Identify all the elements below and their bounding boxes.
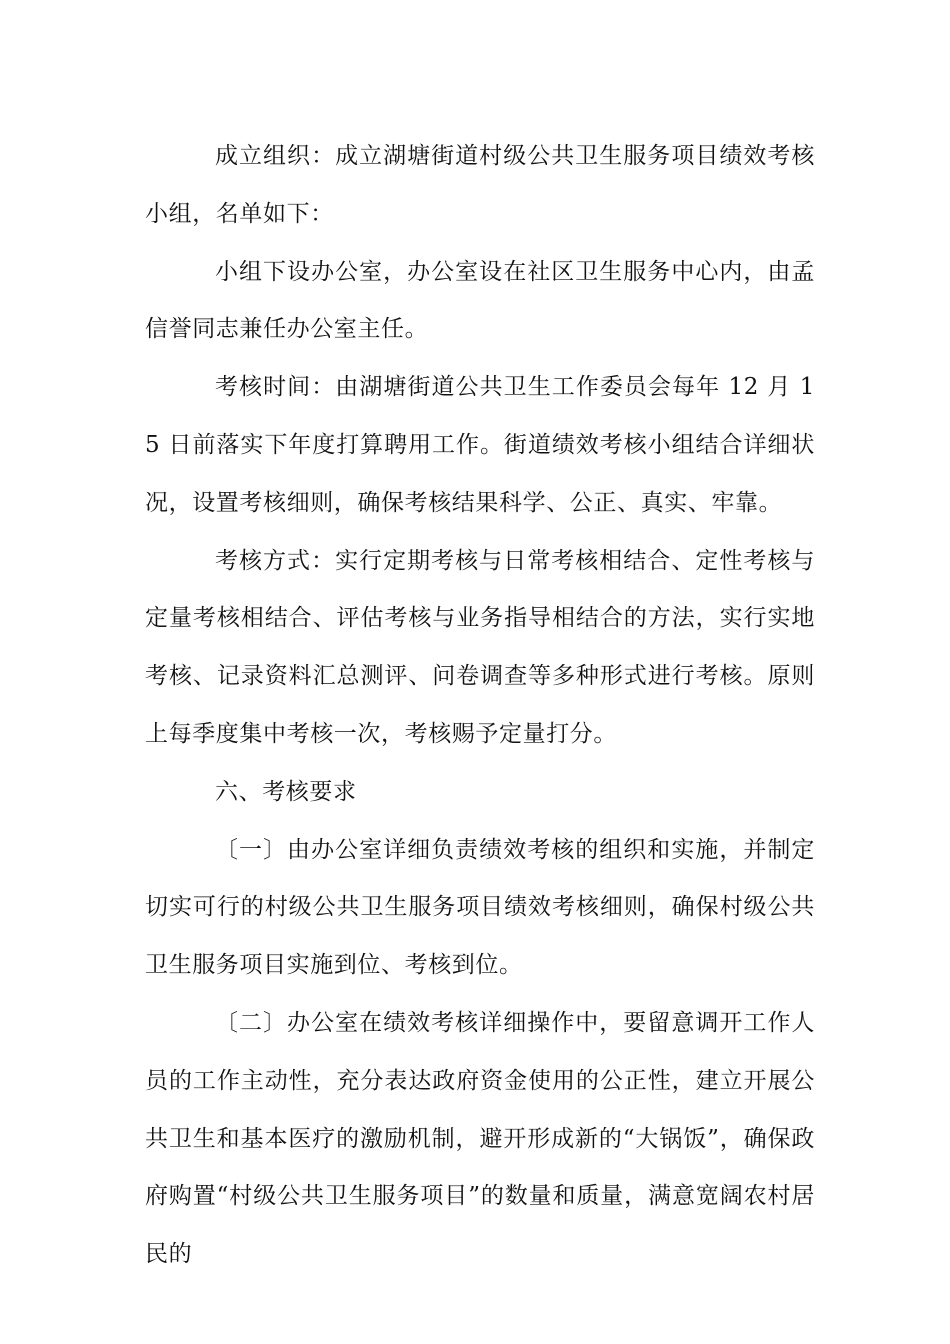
section-heading-requirements: 六、考核要求 [215,778,357,805]
document-body [145,128,815,1284]
paragraph-assessment-time: 考核时间：由湖塘街道公共卫生工作委员会每年 12 月 15 日前落实下年度打算聘用工作。街道绩效考核小组结合详细状况，设置考核细则，确保考核结果科学、公正、真实、牢靠。 [145,374,815,516]
paragraph-assessment-method: 考核方式：实行定期考核与日常考核相结合、定性考核与定量考核相结合、评估考核与业务指导相结合的方法，实行实地考核、记录资料汇总测评、问卷调查等多种形式进行考核。原则上每季度集中考核一次，考核赐予定量打分。 [145,547,815,747]
paragraph-office: 小组下设办公室，办公室设在社区卫生服务中心内，由孟信誉同志兼任办公室主任。 [145,258,815,343]
paragraph-requirement-2: 〔二〕办公室在绩效考核详细操作中，要留意调开工作人员的工作主动性，充分表达政府资金使用的公正性，建立开展公共卫生和基本医疗的激励机制，避开形成新的“大锅饭”，确保政府购置“村级公共卫生服务项目”的数量和质量，满意宽阔农村居民的 [145,1009,815,1268]
paragraph-organization: 成立组织：成立湖塘街道村级公共卫生服务项目绩效考核小组，名单如下： [145,143,815,227]
paragraph-requirement-1: 〔一〕由办公室详细负责绩效考核的组织和实施，并制定切实可行的村级公共卫生服务项目绩效考核细则，确保村级公共卫生服务项目实施到位、考核到位。 [145,836,815,979]
